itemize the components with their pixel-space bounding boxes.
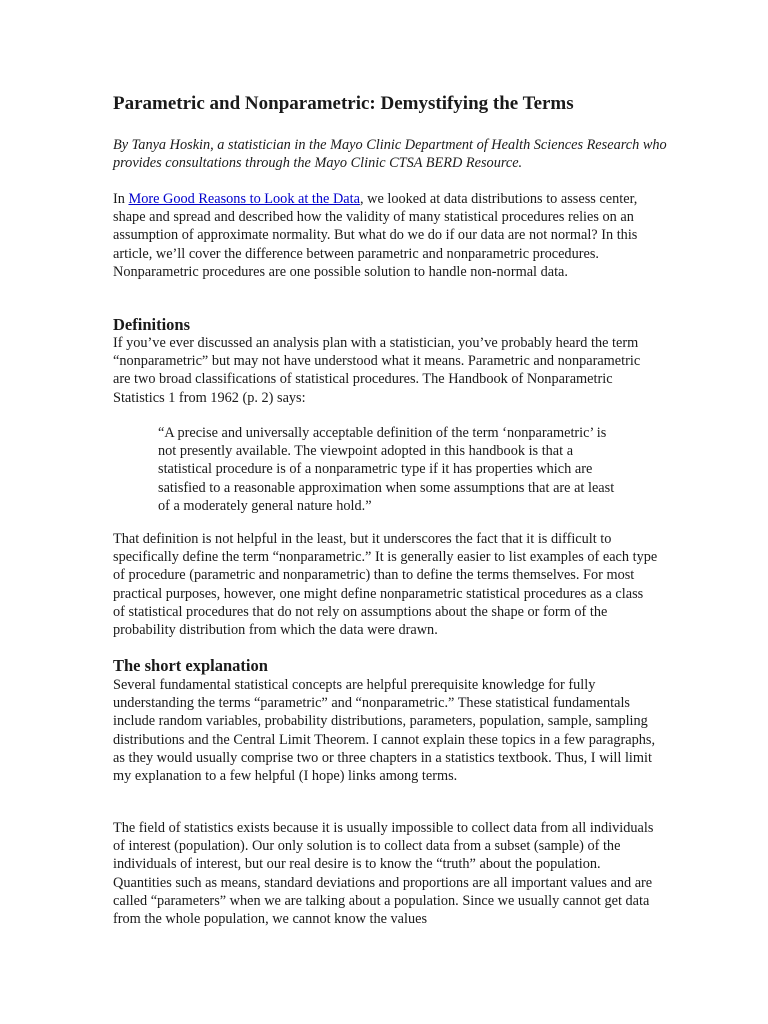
intro-paragraph xyxy=(113,190,658,281)
definitions-paragraph-1: If you’ve ever discussed an analysis plan with a statistician, you’ve probably heard the term “nonparametric” but may not have understood what it means. Parametric and nonparametric are two broad classifications of statistical procedures. The Handbook of Nonparametric Statistics 1 from 1962 (p. 2) says: xyxy=(113,335,641,406)
definitions-paragraph-2: That definition is not helpful in the least, but it underscores the fact that it is difficult to specifically define the term “nonparametric.” It is generally easier to list examples of each type of procedure (parametric and nonparametric) than to define the terms themselves. For most practical purposes, however, one might define nonparametric statistical procedures as a class of statistical procedures that do not rely on assumptions about the shape or form of the probability distribution from which the data were drawn. xyxy=(113,531,658,639)
author-byline: By Tanya Hoskin, a statistician in the Mayo Clinic Department of Health Sciences Research who provides consultations through the Mayo Clinic CTSA BERD Resource. xyxy=(113,137,667,171)
short-explanation-paragraph-1: Several fundamental statistical concepts are helpful prerequisite knowledge for fully understanding the terms “parametric” and “nonparametric.” These statistical fundamentals include random variables, probability distributions, parameters, population, sample, sampling distributions and the Central Limit Theorem. I cannot explain these topics in a few paragraphs, as they would usually comprise two or three chapters in a statistics textbook. Thus, I will limit my explanation to a few helpful (I hope) links among terms. xyxy=(113,677,656,785)
intro-prefix: In xyxy=(113,191,129,207)
handbook-quote: “A precise and universally acceptable definition of the term ‘nonparametric’ is not presently available. The viewpoint adopted in this handbook is that a statistical procedure is of a nonparametric type if it has properties which are satisfied to a reasonable approximation when some assumptions that are at least of a moderately general nature hold.” xyxy=(158,425,615,514)
definitions-heading: Definitions xyxy=(113,315,191,334)
page-title: Parametric and Nonparametric: Demystifying the Terms xyxy=(113,93,574,114)
intro-suffix: , we looked at data distributions to assess center, shape and spread and described how the validity of many statistical procedures relies on an assumption of approximate normality. But what do we do if our data are not normal? In this article, we’ll cover the difference between parametric and nonparametric procedures. Nonparametric procedures are one possible solution to handle non-normal data. xyxy=(113,191,638,280)
short-explanation-heading: The short explanation xyxy=(113,656,268,675)
more-good-reasons-link[interactable]: More Good Reasons to Look at the Data xyxy=(128,191,360,207)
short-explanation-paragraph-2: The field of statistics exists because it is usually impossible to collect data from all individuals of interest (population). Our only solution is to collect data from a subset (sample) of the individuals of interest, but our real desire is to know the “truth” about the population. Quantities such as means, standard deviations and proportions are all important values and are called “parameters” when we are talking about a population. Since we usually cannot get data from the whole population, we cannot know the values xyxy=(113,820,654,928)
